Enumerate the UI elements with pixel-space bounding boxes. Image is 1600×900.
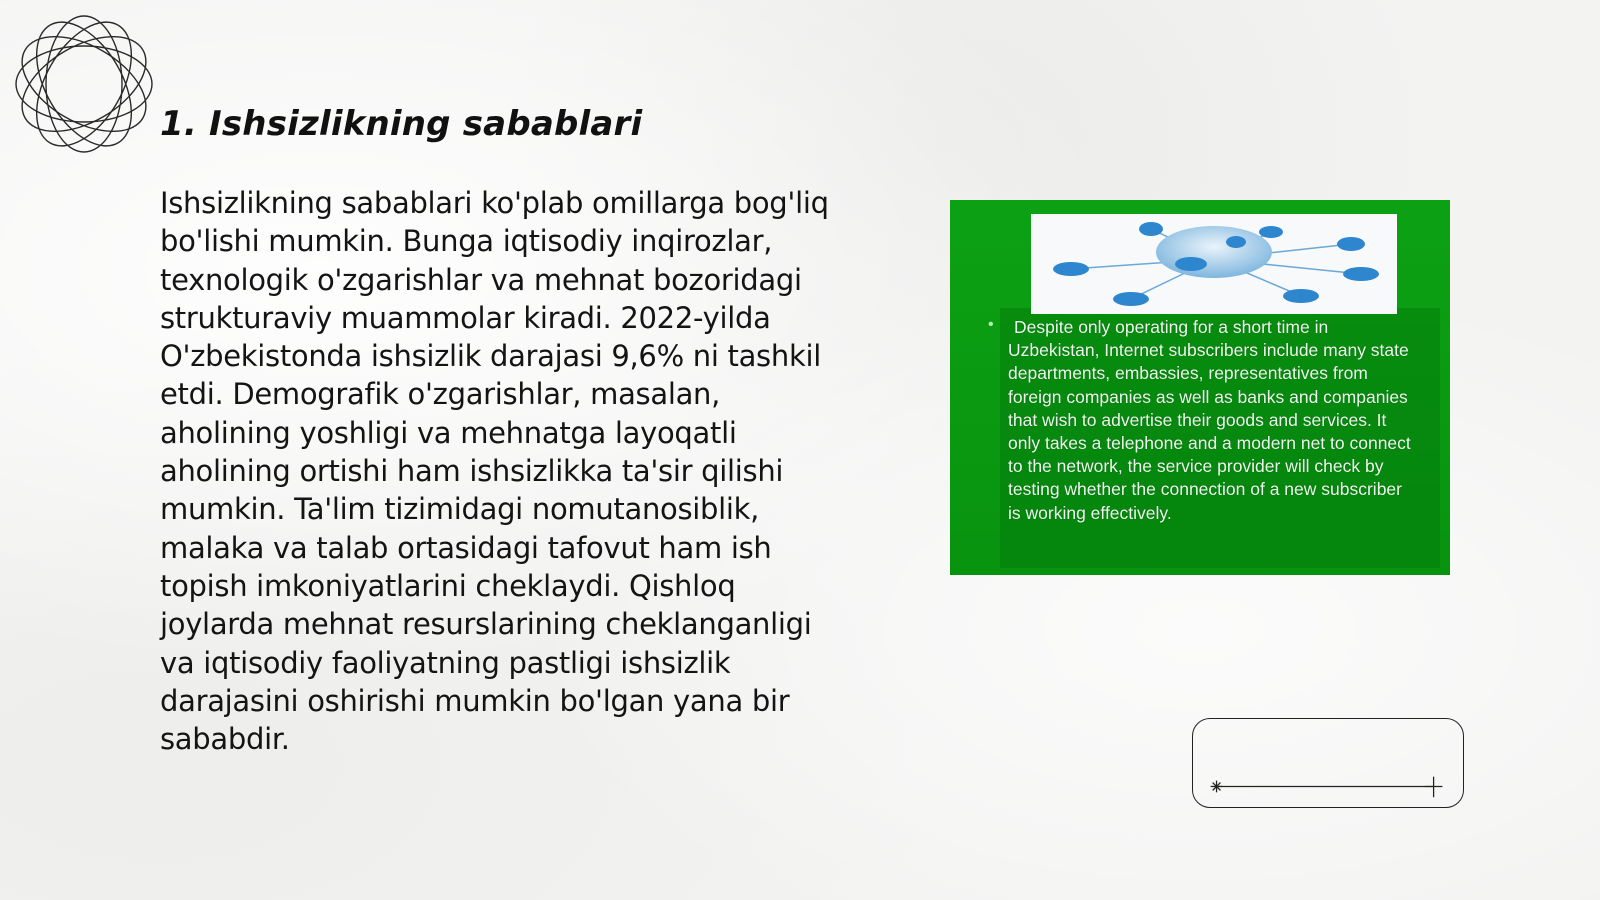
spirograph-logo-icon	[10, 10, 158, 158]
slide-body-text: Ishsizlikning sabablari ko'plab omillarga bog'liq bo'lishi mumkin. Bunga iqtisodiy inqirozlar, texnologik o'zgarishlar va mehnat bozoridagi strukturaviy muammolar kiradi. 2022-yilda O'zbekistonda ishsizlik darajasi 9,6% ni tashkil etdi. Demografik o'zgarishlar, masalan, aholining yoshligi va mehnatga layoqatli aholining ortishi ham ishsizlikka ta'sir qilishi mumkin. Ta'lim tizimidagi nomutanosiblik, malaka va talab ortasidagi tafovut ham ish topish imkoniyatlarini cheklaydi. Qishloq joylarda mehnat resurslarining cheklanganligi va iqtisodiy faoliyatning pastligi ishsizlik darajasini oshirishi mumkin bo'lgan yana bir sababdir.	[160, 186, 829, 757]
rounded-frame-with-line-icon	[1192, 718, 1464, 808]
network-globe-icon	[1031, 214, 1397, 314]
embedded-image-panel	[950, 200, 1450, 575]
bullet-marker: •	[988, 316, 994, 333]
panel-caption-text: Despite only operating for a short time in Uzbekistan, Internet subscribers include many state departments, embassies, representatives from foreign companies as well as banks and companies that wish to advertise their goods and services. It only takes a telephone and a modern net to connect to the network, the service provider will check by testing whether the connection of a new subscriber is working effectively.	[1008, 317, 1411, 523]
slide-title: 1. Ishsizlikning sabablari	[160, 104, 643, 144]
